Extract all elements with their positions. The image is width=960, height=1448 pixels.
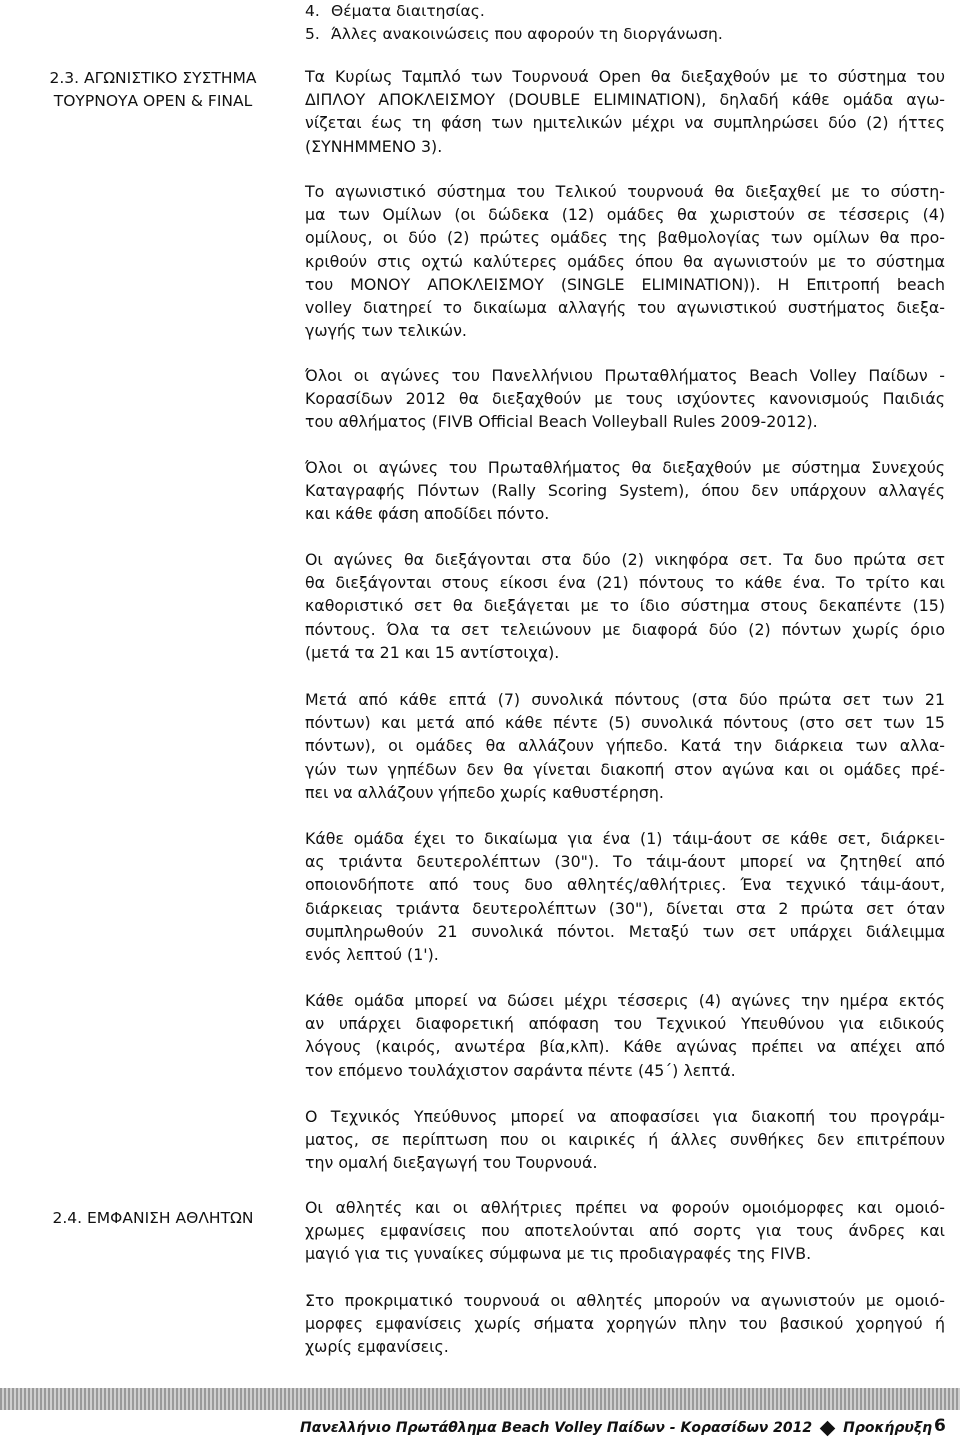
text-line: χωρίς εμφανίσεις.	[305, 1337, 449, 1357]
text-line: πόντους. Όλα τα σετ τελειώνουν με διαφορά δύο (2) πόντων χωρίς όριο	[305, 619, 945, 639]
paragraph-qualifier-uniforms	[305, 1289, 945, 1359]
text-line: ΔΙΠΛΟΥ ΑΠΟΚΛΕΙΣΜΟΥ (DOUBLE ELIMINATION), δηλαδή κάθε ομάδα αγω-	[305, 90, 945, 110]
top-list	[305, 0, 945, 46]
text-line: θα διεξάγονται στους είκοσι ένα (21) πόντους το κάθε ένα. Το τρίτο και	[305, 573, 945, 593]
text-line: πόντων) και μετά από κάθε πέντε (5) συνολικά πόντους (στο σετ των 15	[305, 713, 945, 733]
text-line: Τα Κυρίως Ταμπλό των Τουρνουά Open θα διεξαχθούν με το σύστημα του	[305, 67, 945, 86]
text-line: οποιονδήποτε από τους δυο αθλητές/αθλήτριες. Ένα τεχνικό τάιμ-άουτ,	[305, 875, 945, 895]
text-line: Μετά από κάθε επτά (7) συνολικά πόντους (στα δύο πρώτα σετ των 21	[305, 690, 945, 709]
list-item-text: Θέματα διαιτησίας.	[331, 2, 485, 20]
paragraph-sets	[305, 548, 945, 664]
text-line: χρωμες εμφανίσεις που αποτελούνται από σορτς για τους άνδρες και	[305, 1221, 945, 1241]
text-line: τον επόμενο τουλάχιστον σαράντα πέντε (45΄) λεπτά.	[305, 1060, 736, 1080]
text-line: πόντων), οι ομάδες θα αλλάζουν γήπεδο. Κατά την διάρκεια των αλλα-	[305, 736, 945, 756]
footer-doc-type: Προκήρυξη	[843, 1420, 933, 1436]
section-heading-line: ΤΟΥΡΝΟΥΑ OPEN & FINAL	[53, 92, 253, 110]
text-line: αν υπάρχει διαφορετική απόφαση του Τεχνικού Υπευθύνου για ειδικούς	[305, 1014, 945, 1034]
paragraph-double-elimination	[305, 65, 945, 158]
list-item-text: Άλλες ανακοινώσεις που αφορούν τη διοργάνωση.	[331, 25, 723, 43]
paragraph-rally-scoring	[305, 456, 945, 526]
list-item	[305, 23, 945, 46]
paragraph-matches-per-day	[305, 989, 945, 1082]
paragraph-court-change	[305, 688, 945, 804]
text-line: κριθούν στις οχτώ καλύτερες ομάδες όπου θα αγωνιστούν με το σύστημα	[305, 251, 945, 271]
text-line: Κάθε ομάδα έχει το δικαίωμα για ένα (1) τάιμ-άουτ σε κάθε σετ, διάρκει-	[305, 829, 945, 848]
page-number: 6	[934, 1416, 946, 1436]
text-line: διάρκειας τριάντα δευτερολέπτων (30"), δίνεται στα 2 πρώτα σετ όταν	[305, 898, 945, 918]
text-line: Το αγωνιστικό σύστημα του Τελικού τουρνουά θα διεξαχθεί με το σύστη-	[305, 182, 945, 201]
text-line: ματος, σε περίπτωση που οι καιρικές ή άλλες συνθήκες δεν επιτρέπουν	[305, 1130, 945, 1150]
text-line: volley διατηρεί το δικαίωμα αλλαγής του αγωνιστικού συστήματος διεξα-	[305, 298, 945, 318]
text-line: Όλοι οι αγώνες του Πανελλήνιου Πρωταθλήματος Beach Volley Παίδων -	[305, 366, 945, 385]
text-line: (μετά τα 21 και 15 αντίστοιχα).	[305, 642, 560, 662]
paragraph-timeouts	[305, 827, 945, 966]
text-line: μορφες εμφανίσεις χωρίς σήματα χορηγών πλην του βασικού χορηγού ή	[305, 1314, 945, 1334]
text-line: του ΜΟΝΟΥ ΑΠΟΚΛΕΙΣΜΟΥ (SINGLE ELIMINATION)). Η Επιτροπή beach	[305, 274, 945, 294]
list-item-number: 5.	[305, 25, 320, 43]
text-line: (ΣΥΝΗΜΜΕΝΟ 3).	[305, 136, 443, 156]
text-line: νίζεται έως τη φάση των ημιτελικών μέχρι να συμπληρώσει δύο (2) ήττες	[305, 113, 945, 133]
list-item	[305, 0, 945, 23]
list-item-number: 4.	[305, 2, 320, 20]
text-line: μα των Ομίλων (οι δώδεκα (12) ομάδες θα χωριστούν σε τέσσερις (4)	[305, 205, 945, 225]
text-line: Οι αγώνες θα διεξάγονται στα δύο (2) νικηφόρα σετ. Τα δυο πρώτα σετ	[305, 550, 945, 569]
text-line: πει να αλλάζουν γήπεδο χωρίς καθυστέρηση.	[305, 782, 664, 802]
paragraph-interruption	[305, 1105, 945, 1175]
text-line: ομίλους, οι δύο (2) πρώτες ομάδες της βαθμολογίας των ομίλων θα προ-	[305, 228, 945, 248]
text-line: λόγους (καιρός, ανωτέρα βία,κλπ). Κάθε αγώνας πρέπει να απέχει από	[305, 1037, 945, 1057]
page-footer	[0, 1388, 960, 1448]
section-heading-line: 2.3. ΑΓΩΝΙΣΤΙΚΟ ΣΥΣΤΗΜΑ	[49, 69, 257, 87]
section-heading-2-3	[18, 67, 288, 113]
text-line: ας τριάντα δευτερολέπτων (30"). Το τάιμ-άουτ μπορεί να ζητηθεί από	[305, 852, 945, 872]
paragraph-final-tournament	[305, 180, 945, 342]
text-line: την ομαλή διεξαγωγή του Τουρνουά.	[305, 1153, 598, 1173]
paragraph-rules	[305, 364, 945, 434]
text-line: Ο Τεχνικός Υπεύθυνος μπορεί να αποφασίσει για διακοπή του προγράμ-	[305, 1107, 945, 1126]
text-line: ενός λεπτού (1').	[305, 945, 439, 965]
text-line: μαγιό για τις γυναίκες σύμφωνα με τις προδιαγραφές της FIVB.	[305, 1244, 812, 1264]
text-line: γωγής των τελικών.	[305, 321, 467, 341]
text-line: καθοριστικό σετ θα διεξάγεται με το ίδιο σύστημα στους δεκαπέντε (15)	[305, 596, 945, 616]
text-line: και κάθε φάση αποδίδει πόντο.	[305, 504, 550, 524]
text-line: Όλοι οι αγώνες του Πρωταθλήματος θα διεξαχθούν με σύστημα Συνεχούς	[305, 458, 945, 477]
text-line: Κάθε ομάδα μπορεί να δώσει μέχρι τέσσερις (4) αγώνες την ημέρα εκτός	[305, 991, 945, 1010]
text-line: γών των γηπέδων δεν θα γίνεται διακοπή στον αγώνα και οι ομάδες πρέ-	[305, 759, 945, 779]
footer-title: Πανελλήνιο Πρωτάθλημα Beach Volley Παίδων - Κορασίδων 2012	[300, 1420, 813, 1436]
text-line: Καταγραφής Πόντων (Rally Scoring System), όπου δεν υπάρχουν αλλαγές	[305, 481, 945, 501]
text-line: του αθλήματος (FIVB Official Beach Volleyball Rules 2009-2012).	[305, 412, 818, 432]
section-heading-2-4	[18, 1207, 288, 1230]
text-line: Στο προκριματικό τουρνουά οι αθλητές μπορούν να αγωνιστούν με ομοιό-	[305, 1291, 945, 1310]
text-line: Οι αθλητές και οι αθλήτριες πρέπει να φορούν ομοιόμορφες και ομοιό-	[305, 1198, 945, 1217]
paragraph-uniforms	[305, 1196, 945, 1266]
section-heading-line: 2.4. ΕΜΦΑΝΙΣΗ ΑΘΛΗΤΩΝ	[52, 1209, 254, 1227]
footer-text	[300, 1420, 932, 1436]
text-line: Κορασίδων 2012 θα διεξαχθούν με τους ισχύοντες κανονισμούς Παιδιάς	[305, 389, 945, 409]
text-line: συμπληρωθούν 21 συνολικά πόντοι. Μεταξύ των σετ υπάρχει διάλειμμα	[305, 921, 945, 941]
diamond-icon	[820, 1420, 836, 1436]
